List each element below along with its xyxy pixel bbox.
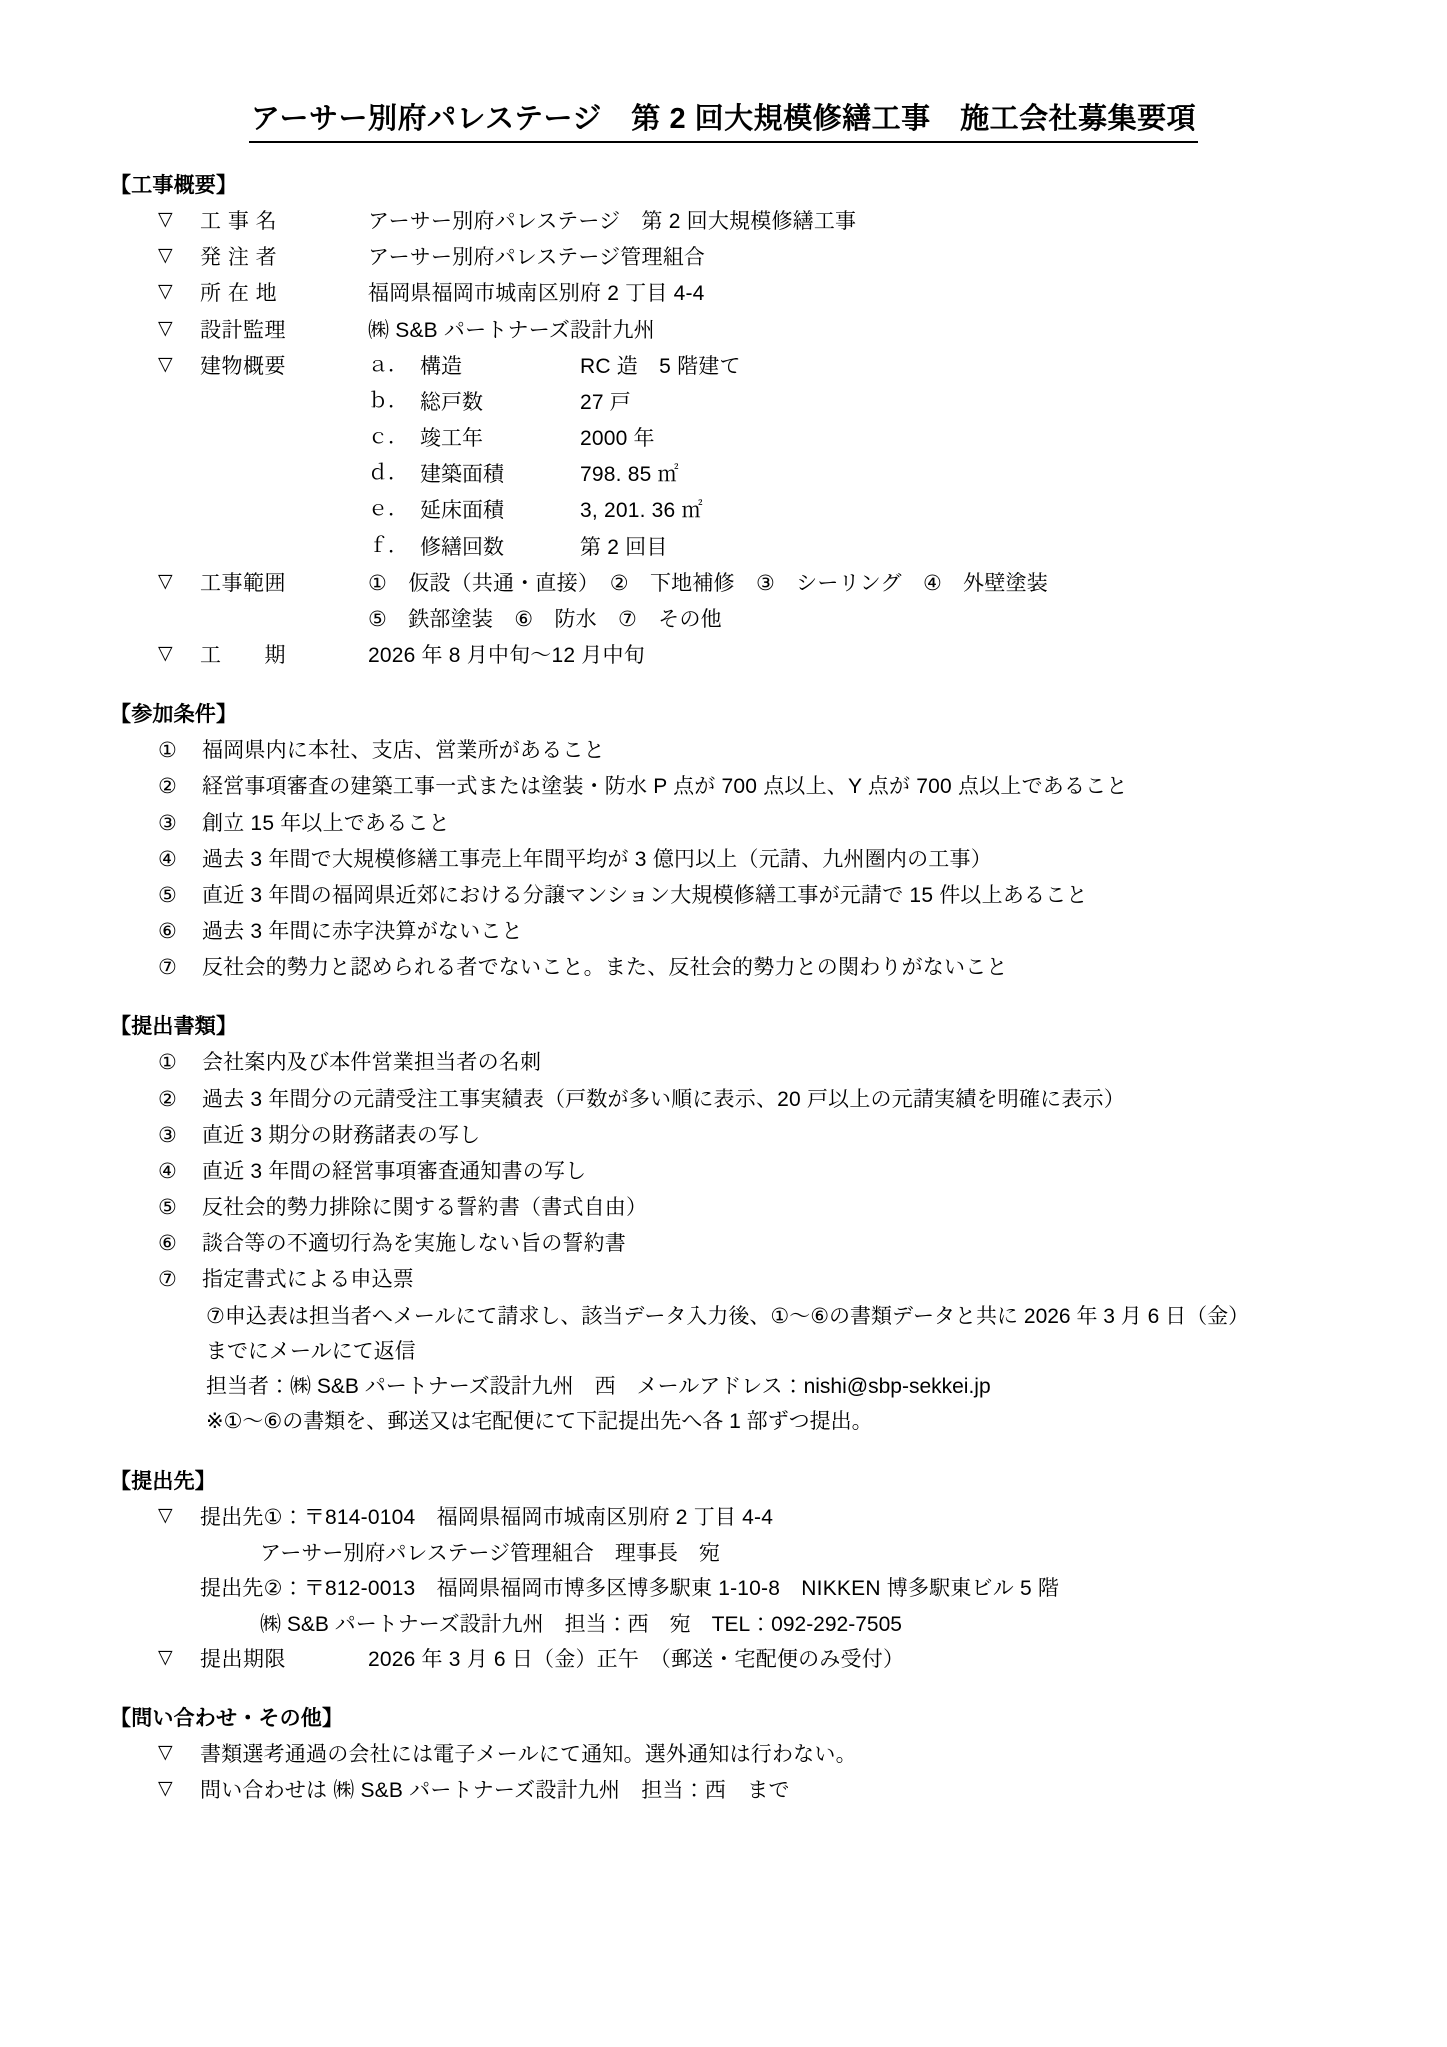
document-note-line: までにメールにて返信 bbox=[206, 1339, 416, 1363]
document-text: 過去 3 年間分の元請受注工事実績表（戸数が多い順に表示、20 戸以上の元請実績を明確に表示） bbox=[202, 1087, 1125, 1111]
inquiry-item bbox=[110, 1774, 1337, 1807]
overview-item-value: ㈱ S&B パートナーズ設計九州 bbox=[368, 318, 655, 342]
triangle-marker-icon: ▽ bbox=[158, 643, 173, 665]
document-text: 指定書式による申込票 bbox=[202, 1268, 414, 1292]
inquiry-text: 問い合わせは ㈱ S&B パートナーズ設計九州 担当：西 まで bbox=[200, 1779, 790, 1803]
building-overview-row bbox=[110, 494, 1337, 527]
section-heading-overview: 【工事概要】 bbox=[110, 174, 238, 197]
overview-item-row bbox=[110, 277, 1337, 310]
document-item bbox=[110, 1155, 1337, 1188]
condition-item bbox=[110, 951, 1337, 984]
triangle-marker-icon: ▽ bbox=[158, 353, 173, 375]
submission-dest-2-line-2: ㈱ S&B パートナーズ設計九州 担当：西 宛 TEL：092-292-7505 bbox=[260, 1613, 902, 1637]
building-row-key: ｂ． bbox=[368, 389, 408, 412]
list-marker: ④ bbox=[158, 847, 177, 871]
submission-deadline-row bbox=[110, 1643, 1337, 1676]
list-marker: ① bbox=[158, 739, 177, 763]
scope-row bbox=[110, 567, 1337, 600]
building-row-name: 延床面積 bbox=[420, 499, 504, 523]
condition-text: 過去 3 年間に赤字決算がないこと bbox=[202, 920, 523, 944]
triangle-marker-icon: ▽ bbox=[158, 570, 173, 592]
building-row-value: 3, 201. 36 ㎡ bbox=[580, 499, 703, 523]
triangle-marker-icon: ▽ bbox=[158, 209, 173, 230]
overview-item-label: 工 事 名 bbox=[200, 210, 278, 233]
condition-item bbox=[110, 915, 1337, 948]
building-row-key: ｆ． bbox=[368, 534, 408, 557]
condition-item bbox=[110, 807, 1337, 840]
building-row-value: 798. 85 ㎡ bbox=[580, 463, 679, 487]
period-value: 2026 年 8 月中旬～12 月中旬 bbox=[368, 644, 645, 668]
condition-item bbox=[110, 843, 1337, 876]
list-marker: ⑤ bbox=[158, 883, 177, 907]
submission-deadline-label: 提出期限 bbox=[200, 1648, 286, 1672]
scope-line-2: ⑤ 鉄部塗装 ⑥ 防水 ⑦ その他 bbox=[368, 607, 722, 631]
section-heading-conditions: 【参加条件】 bbox=[110, 703, 238, 727]
list-marker: ⑦ bbox=[158, 1268, 177, 1292]
building-overview-row bbox=[110, 350, 1337, 383]
overview-item-row bbox=[110, 314, 1337, 347]
inquiry-text: 書類選考通過の会社には電子メールにて通知。選外通知は行わない。 bbox=[200, 1743, 857, 1767]
document-note-line: ⑦申込表は担当者へメールにて請求し、該当データ入力後、①～⑥の書類データと共に 2026 年 3 月 6 日（金） bbox=[206, 1304, 1250, 1328]
condition-item bbox=[110, 734, 1337, 767]
condition-item bbox=[110, 879, 1337, 912]
section-heading-documents: 【提出書類】 bbox=[110, 1015, 238, 1039]
submission-dest-1-line-1: 提出先①：〒814-0104 福岡県福岡市城南区別府 2 丁目 4-4 bbox=[200, 1505, 774, 1529]
submission-dest-2-line-1: 提出先②：〒812-0013 福岡県福岡市博多区博多駅東 1-10-8 NIKKEN 博多駅東ビル 5 階 bbox=[200, 1576, 1060, 1600]
condition-text: 創立 15 年以上であること bbox=[202, 811, 450, 835]
condition-text: 経営事項審査の建築工事一式または塗装・防水 P 点が 700 点以上、Y 点が 700 点以上であること bbox=[202, 775, 1128, 799]
overview-item-value: アーサー別府パレステージ管理組合 bbox=[368, 246, 706, 270]
page-title-wrap bbox=[110, 78, 1337, 143]
list-marker: ⑥ bbox=[158, 920, 177, 944]
submission-dest-1-line-2: アーサー別府パレステージ管理組合 理事長 宛 bbox=[260, 1541, 720, 1565]
submission-dest-2 bbox=[110, 1572, 1337, 1605]
condition-text: 直近 3 年間の福岡県近郊における分譲マンション大規模修繕工事が元請で 15 件以上あること bbox=[202, 883, 1088, 907]
building-row-value: RC 造 5 階建て bbox=[580, 354, 741, 378]
page-title: アーサー別府パレステージ 第 2 回大規模修繕工事 施工会社募集要項 bbox=[249, 96, 1198, 143]
document-note-asterisk: ※①～⑥の書類を、郵送又は宅配便にて下記提出先へ各 1 部ずつ提出。 bbox=[206, 1409, 873, 1433]
overview-item-row bbox=[110, 205, 1337, 238]
triangle-marker-icon: ▽ bbox=[158, 317, 173, 339]
document-text: 談合等の不適切行為を実施しない旨の誓約書 bbox=[202, 1232, 626, 1256]
building-row-name: 竣工年 bbox=[420, 427, 483, 451]
building-overview-row bbox=[110, 422, 1337, 455]
overview-item-row bbox=[110, 241, 1337, 274]
building-row-key: ｅ． bbox=[368, 498, 408, 521]
overview-item-label: 発 注 者 bbox=[200, 246, 278, 270]
list-marker: ④ bbox=[158, 1159, 177, 1183]
document-item bbox=[110, 1119, 1337, 1152]
document-item bbox=[110, 1227, 1337, 1260]
document-text: 会社案内及び本件営業担当者の名刺 bbox=[202, 1051, 542, 1075]
document-note-contact: 担当者：㈱ S&B パートナーズ設計九州 西 メールアドレス：nishi@sbp-sekkei.jp bbox=[206, 1374, 991, 1398]
document-item bbox=[110, 1263, 1337, 1296]
building-row-name: 修繕回数 bbox=[420, 535, 504, 559]
list-marker: ① bbox=[158, 1051, 177, 1075]
document-item bbox=[110, 1046, 1337, 1079]
building-overview-row bbox=[110, 386, 1337, 419]
building-row-key: ａ． bbox=[368, 353, 408, 376]
building-overview-row bbox=[110, 531, 1337, 564]
document-text: 直近 3 期分の財務諸表の写し bbox=[202, 1123, 481, 1147]
overview-item-value: アーサー別府パレステージ 第 2 回大規模修繕工事 bbox=[368, 210, 857, 233]
section-heading-submission: 【提出先】 bbox=[110, 1469, 216, 1493]
building-row-name: 構造 bbox=[420, 354, 462, 378]
list-marker: ② bbox=[158, 1087, 177, 1111]
period-label: 工 期 bbox=[200, 644, 286, 668]
section-heading-inquiry: 【問い合わせ・その他】 bbox=[110, 1707, 344, 1731]
list-marker: ③ bbox=[158, 1123, 177, 1147]
overview-item-label: 所 在 地 bbox=[200, 282, 278, 306]
document-item bbox=[110, 1083, 1337, 1116]
list-marker: ⑤ bbox=[158, 1196, 177, 1220]
condition-text: 福岡県内に本社、支店、営業所があること bbox=[202, 739, 605, 763]
triangle-marker-icon: ▽ bbox=[158, 245, 173, 267]
list-marker: ③ bbox=[158, 811, 177, 835]
triangle-marker-icon: ▽ bbox=[158, 281, 173, 303]
condition-item bbox=[110, 770, 1337, 803]
condition-text: 過去 3 年間で大規模修繕工事売上年間平均が 3 億円以上（元請、九州圏内の工事） bbox=[202, 847, 992, 871]
building-row-key: ｄ． bbox=[368, 462, 408, 485]
document-item bbox=[110, 1191, 1337, 1224]
list-marker: ⑥ bbox=[158, 1232, 177, 1256]
triangle-marker-icon: ▽ bbox=[158, 1742, 173, 1764]
scope-label: 工事範囲 bbox=[200, 571, 286, 595]
building-row-name: 総戸数 bbox=[420, 390, 483, 414]
building-overview-row bbox=[110, 458, 1337, 491]
inquiry-item bbox=[110, 1738, 1337, 1771]
list-marker: ⑦ bbox=[158, 956, 177, 980]
triangle-marker-icon: ▽ bbox=[158, 1647, 173, 1669]
building-row-value: 2000 年 bbox=[580, 427, 655, 451]
triangle-marker-icon: ▽ bbox=[158, 1504, 173, 1526]
scope-line-1: ① 仮設（共通・直接） ② 下地補修 ③ シーリング ④ 外壁塗装 bbox=[368, 571, 1048, 595]
overview-item-label: 設計監理 bbox=[200, 318, 286, 342]
overview-item-value: 福岡県福岡市城南区別府 2 丁目 4-4 bbox=[368, 282, 705, 306]
submission-dest-1 bbox=[110, 1501, 1337, 1534]
scope-row-continued bbox=[110, 603, 1337, 636]
condition-text: 反社会的勢力と認められる者でないこと。また、反社会的勢力との関わりがないこと bbox=[202, 956, 1008, 980]
document-text: 直近 3 年間の経営事項審査通知書の写し bbox=[202, 1159, 587, 1183]
list-marker: ② bbox=[158, 775, 177, 799]
building-row-value: 27 戸 bbox=[580, 390, 631, 414]
building-overview-label: 建物概要 bbox=[200, 354, 286, 378]
building-row-key: ｃ． bbox=[368, 426, 408, 449]
triangle-marker-icon: ▽ bbox=[158, 1778, 173, 1800]
submission-deadline-value: 2026 年 3 月 6 日（金）正午 （郵送・宅配便のみ受付） bbox=[368, 1648, 905, 1672]
document-text: 反社会的勢力排除に関する誓約書（書式自由） bbox=[202, 1196, 648, 1220]
period-row bbox=[110, 639, 1337, 672]
building-row-value: 第 2 回目 bbox=[580, 535, 668, 559]
building-row-name: 建築面積 bbox=[420, 463, 504, 487]
